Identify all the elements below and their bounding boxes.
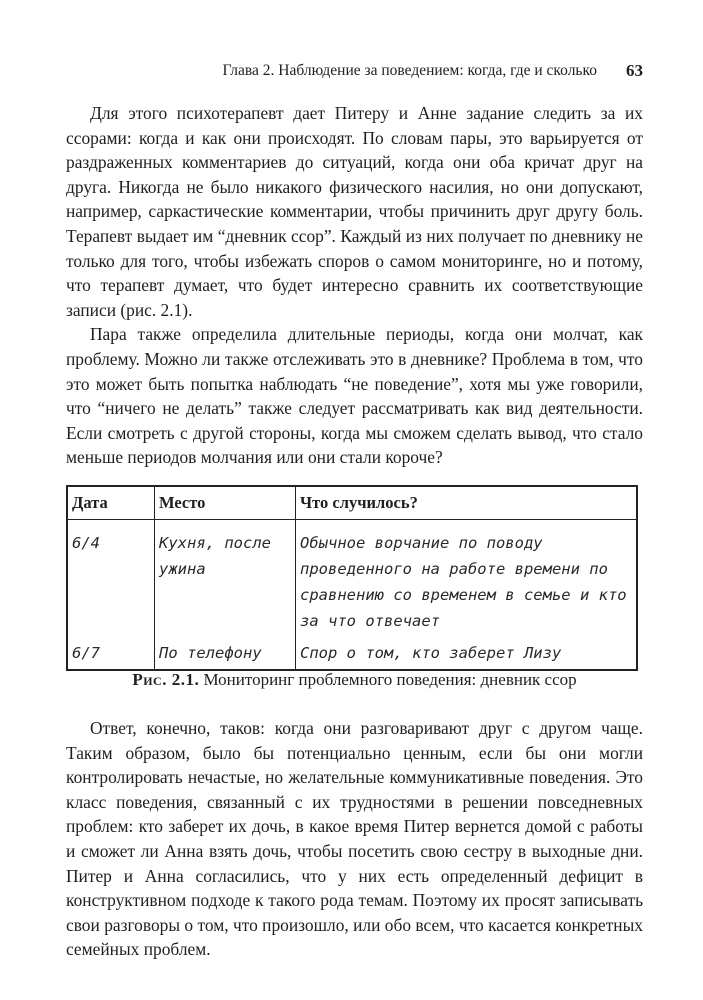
running-head: Глава 2. Наблюдение за поведением: когда, где и сколько	[222, 62, 597, 79]
paragraph: Для этого психотерапевт дает Питеру и Анне задание следить за их ссорами: когда и как они происходят. По словам пары, это варьируется от раздраженных комментариев до ситуаций, когда они оба кричат друг на друга. Никогда не было никакого физического насилия, но они допускают, например, саркастические комментарии, чтобы причинить друг другу боль. Терапевт выдает им “дневник ссор”. Каждый из них получает по дневнику не только для того, чтобы избежать споров о самом мониторинге, но и потому, что терапевт думает, что будет интересно сравнить их соответствующие записи (рис. 2.1).	[66, 103, 643, 320]
body-text-bottom	[66, 716, 643, 962]
cell-what-happened: Спор о том, кто заберет Лизу	[296, 637, 638, 670]
body-text-top	[66, 101, 643, 470]
table-row	[67, 637, 637, 670]
page-header	[66, 62, 643, 84]
cell-date: 6/7	[72, 644, 100, 662]
cell-place: Кухня, после ужина	[155, 520, 296, 638]
paragraph: Ответ, конечно, таков: когда они разговаривают друг с другом чаще. Таким образом, было бы потенциально ценным, если бы они могли контролировать нечастые, но желательные коммуникативные поведения. Это класс поведения, связанный с их трудностями в решении повседневных проблем: кто заберет их дочь, в какое время Питер вернется домой с работы и сможет ли Анна взять дочь, чтобы посетить свою сестру в выходные дни. Питер и Анна согласились, что у них есть определенный дефицит в конструктивном подходе к такого рода темам. Поэтому их просят записывать свои разговоры о том, что произошло, или обо всем, что касается конкретных семейных проблем.	[66, 718, 643, 960]
page-number: 63	[626, 61, 643, 80]
figure-label: Рис. 2.1.	[132, 670, 200, 689]
table-row	[67, 520, 637, 638]
figure-caption	[66, 670, 643, 690]
cell-date: 6/4	[72, 534, 100, 552]
quarrel-diary-table	[66, 485, 638, 671]
cell-what-happened: Обычное ворчание по поводу проведенного на работе времени по сравнению со временем в семье и кто за что отвечает	[296, 520, 638, 638]
column-header-date: Дата	[67, 486, 155, 520]
paragraph: Пара также определила длительные периоды, когда они молчат, как проблему. Можно ли также отслеживать это в дневнике? Проблема в том, что это может быть попытка наблюдать “не поведение”, хотя мы уже говорили, что “ничего не делать” также следует рассматривать как вид деятельности. Если смотреть с другой стороны, когда мы сможем сделать вывод, что стало меньше периодов молчания или они стали короче?	[66, 324, 643, 468]
column-header-place: Место	[155, 486, 296, 520]
cell-place: По телефону	[155, 637, 296, 670]
table-header-row	[67, 486, 637, 520]
column-header-what-happened: Что случилось?	[296, 486, 638, 520]
figure-caption-text: Мониторинг проблемного поведения: дневник ссор	[203, 670, 577, 689]
